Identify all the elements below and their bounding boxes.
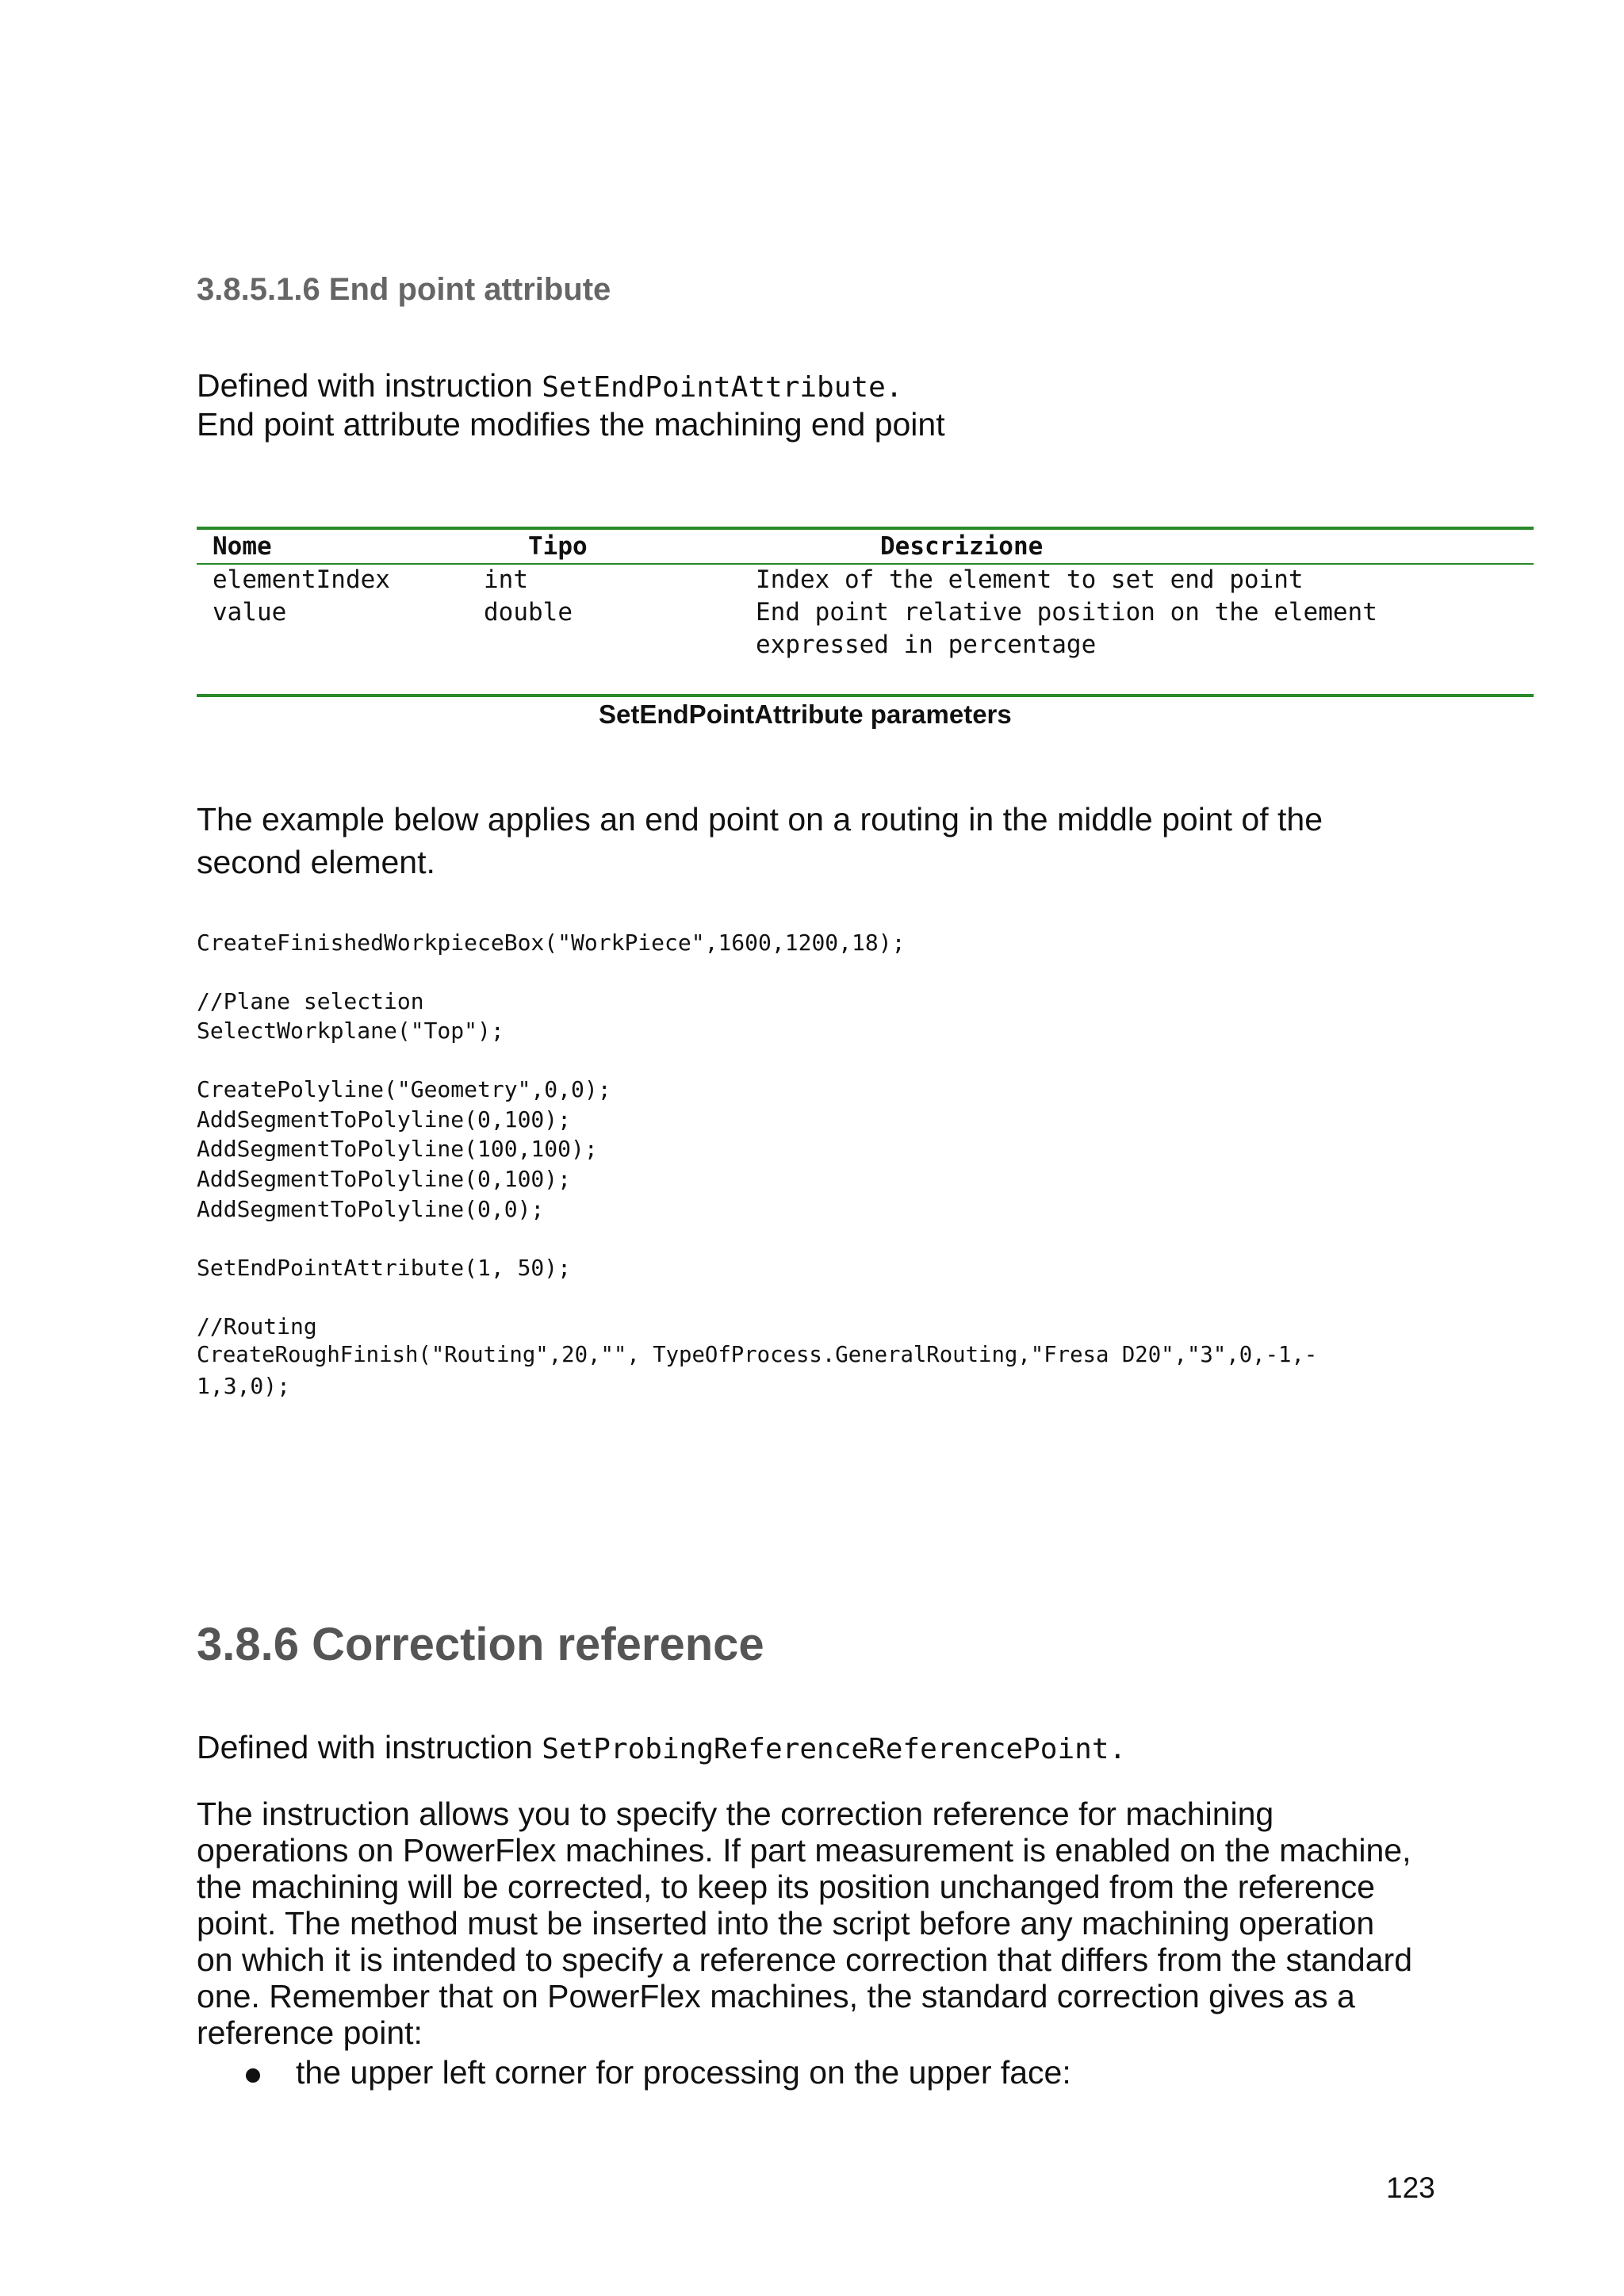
- table-header-type: Tipo: [528, 532, 588, 561]
- code-line: CreateFinishedWorkpieceBox("WorkPiece",1600,1200,18);: [197, 930, 906, 956]
- intro-line: [197, 367, 902, 406]
- table-header-name: Nome: [213, 532, 272, 561]
- table-top-rule: [197, 527, 1534, 530]
- code-line: SelectWorkplane("Top");: [197, 1018, 504, 1044]
- code-line: AddSegmentToPolyline(0,100);: [197, 1166, 572, 1192]
- table-caption: SetEndPointAttribute parameters: [599, 700, 1012, 729]
- code-line: AddSegmentToPolyline(0,100);: [197, 1106, 572, 1133]
- intro-line: [197, 1729, 1126, 1768]
- paragraph-line: one. Remember that on PowerFlex machines, the standard correction gives as a: [197, 1978, 1355, 2014]
- paragraph-line: point. The method must be inserted into the script before any machining operation: [197, 1905, 1375, 1941]
- intro-prefix: Defined with instruction: [197, 1729, 542, 1765]
- paragraph-line: reference point:: [197, 2014, 423, 2051]
- code-line: CreateRoughFinish("Routing",20,"", TypeOfProcess.GeneralRouting,"Fresa D20","3",0,-1,-: [197, 1343, 1318, 1367]
- table-header-description: Descrizione: [880, 532, 1044, 561]
- example-text-line: second element.: [197, 844, 435, 880]
- table-cell-type: double: [484, 598, 573, 627]
- code-line: AddSegmentToPolyline(0,0);: [197, 1196, 545, 1222]
- table-header-rule: [197, 563, 1534, 565]
- table-bottom-rule: [197, 694, 1534, 697]
- code-line: AddSegmentToPolyline(100,100);: [197, 1136, 598, 1162]
- paragraph-line: on which it is intended to specify a reference correction that differs from the standard: [197, 1941, 1412, 1978]
- table-cell-name: elementIndex: [213, 565, 390, 594]
- intro-code: SetProbingReferenceReferencePoint.: [542, 1733, 1127, 1765]
- table-cell-type: int: [484, 565, 528, 594]
- code-line: SetEndPointAttribute(1, 50);: [197, 1255, 572, 1281]
- paragraph-line: The instruction allows you to specify the correction reference for machining: [197, 1796, 1274, 1832]
- intro-code: SetEndPointAttribute.: [542, 371, 903, 404]
- bullet-item: the upper left corner for processing on the upper face:: [296, 2054, 1071, 2091]
- intro-line-2: End point attribute modifies the machining end point: [197, 406, 945, 443]
- bullet-dot-icon: [246, 2068, 260, 2083]
- intro-prefix: Defined with instruction: [197, 367, 542, 404]
- table-cell-name: value: [213, 598, 287, 627]
- paragraph-line: operations on PowerFlex machines. If part measurement is enabled on the machine,: [197, 1832, 1411, 1869]
- section-heading: 3.8.6 Correction reference: [197, 1619, 764, 1670]
- code-line: CreatePolyline("Geometry",0,0);: [197, 1076, 611, 1102]
- section-heading: 3.8.5.1.6 End point attribute: [197, 272, 611, 307]
- code-line: 1,3,0);: [197, 1373, 291, 1399]
- table-cell-description: End point relative position on the element: [756, 598, 1377, 627]
- code-line: //Plane selection: [197, 988, 424, 1014]
- table-cell-description: Index of the element to set end point: [756, 565, 1304, 594]
- example-text-line: The example below applies an end point on a routing in the middle point of the: [197, 801, 1323, 838]
- page-number: 123: [1386, 2171, 1435, 2204]
- table-cell-description: expressed in percentage: [756, 631, 1097, 659]
- code-line: //Routing: [197, 1313, 317, 1340]
- paragraph-line: the machining will be corrected, to keep its position unchanged from the reference: [197, 1869, 1375, 1905]
